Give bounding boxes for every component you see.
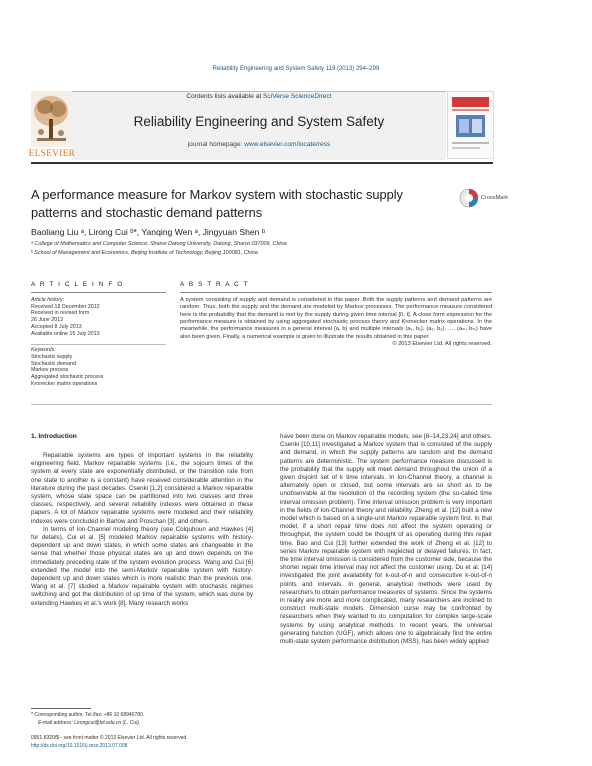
abstract-body (180, 297, 492, 348)
intro-paragraph: In terms of Ion-Channel modeling theory (see Colquhoun and Hawkes [4] for details), Cui et al. [5] modeled Markov repairable systems with history-dependent up and down states, in which some states are changeable in the sense that whether those physical states are up and down depends on the immediately preceding state of the system evolution process. Wang and Cui [6] extended the model into the semi-Markov repairable system with history-dependent up and down states which is more realistic than the previous one. Wang et al. [7] studied a Markov repairable system with stochastic regimes switching and got the distribution of up time of the system, which was done by extending Hawkes et al.'s work [8]. Many research works (31, 525, 253, 607)
info-divider (31, 292, 166, 293)
intro-paragraph: have been done on Markov repairable models, see [8–14,23,24] and others. Csenki [10,11] investigated a Markov system that is consisted of the supply and demand, in which the supply patterns are random and the demand patterns are deterministic. The system performance measure discussed is the probability that the supply will meet demand throughout the union of a given disjoint set of k time intervals. In Ion-Channel theory, a channel is alternately open or closed, but some intervals are so short as to be unobservable at the resolution of the recording system (the so-called time interval omission problem). Time interval omission problem is very important in the fields of Ion-Channel theory and reliability. Zheng et al. [12] built a new model which is based on a single-unit Markov repairable system first. In that model, if a short repair time does not affect the system operating or throughput, the system could be thought of as operating during this repair time. Bao and Cui [13] further extended the work of Zheng et al. [12] to series Markov repairable system with neglected or delayed failures. In fact, the time interval omission is considered from the customer side, because the shorter repair time interval may not affect the customer using. Du et al. [14] investigated the joint availability for k-out-of-n and consecutive k-out-of-n points and intervals. In general, analytical methods were used by researchers to obtain performance measures of systems. Since the systems in reality are more and more complicated, many researchers are inclined to construct multi-state models. Dimension curse may be confronted by researchers when they wanted to do computation for complex large-scale systems by using analytical methods. In recent years, the universal generating function (UGF), which allows one to algebraically find the entire multi-state system performance distribution (MSS), has been widely applied (280, 433, 492, 646)
keyword-item: Stochastic demand (31, 360, 77, 367)
keyword-item: Kronecker matrix operations (31, 380, 98, 387)
issn-line: 0951-8320/$ - see front matter © 2013 Elsevier Ltd. All rights reserved. (31, 735, 188, 741)
sciencedirect-link[interactable]: SciVerse ScienceDirect (263, 93, 332, 100)
affiliation-a: ᵃ College of Mathematics and Computer Science, Shanxi Datong University, Datong, Shanxi 037009, China (31, 241, 287, 247)
history-item: Available online 15 July 2013 (31, 330, 100, 337)
publisher-name: ELSEVIER (28, 148, 76, 158)
doi-link[interactable]: http://dx.doi.org/10.1016/j.ress.2013.07.008 (31, 743, 128, 749)
contents-available (72, 93, 446, 100)
history-item: Received in revised form (31, 310, 90, 317)
history-item: Received 18 December 2012 (31, 303, 100, 310)
author-list: Baoliang Liu ᵃ, Lirong Cui ᵇ*, Yanqing Wen ᵃ, Jingyuan Shen ᵇ (31, 227, 266, 237)
history-item: Accepted 8 July 2013 (31, 323, 82, 330)
front-matter-divider (31, 404, 492, 405)
homepage-prefix: journal homepage: (187, 141, 245, 148)
crossmark-icon[interactable] (459, 188, 479, 208)
history-item: 26 June 2013 (31, 317, 64, 324)
abstract-heading: A B S T R A C T (180, 281, 250, 288)
intro-right-column (280, 433, 492, 646)
keyword-item: Markov process (31, 367, 69, 374)
journal-citation[interactable]: Reliability Engineering and System Safety 119 (2013) 294–299 (212, 66, 380, 72)
abstract-copyright: © 2013 Elsevier Ltd. All rights reserved. (392, 341, 492, 348)
footnote-rule (31, 708, 91, 709)
keyword-item: Aggregated stochastic process (31, 374, 104, 381)
info-separator (31, 337, 166, 345)
article-info (31, 297, 166, 387)
header-divider (31, 162, 493, 164)
title-line-2: patterns and stochastic demand patterns (31, 205, 263, 220)
article-info-heading: A R T I C L E I N F O (31, 281, 124, 288)
journal-title: Reliability Engineering and System Safety (133, 114, 385, 129)
title-line-1: A performance measure for Markov system with stochastic supply (31, 187, 403, 202)
journal-cover-thumbnail (447, 91, 494, 159)
homepage-link[interactable]: www.elsevier.com/locate/ress (244, 141, 331, 148)
keyword-item: Stochastic supply (31, 353, 73, 360)
section-heading-introduction: 1. Introduction (31, 433, 77, 440)
abstract-divider (180, 292, 492, 293)
intro-left-column (31, 452, 253, 608)
keywords-label: Keywords: (31, 347, 56, 354)
corresponding-author: * Corresponding author. Tel./fax: +86 10 68940780. (31, 712, 145, 718)
email-address[interactable]: E-mail address: Lirongcui@bit.edu.cn (L. Cui). (38, 720, 141, 726)
intro-paragraph: Repairable systems are types of important systems in the reliability engineering field. Markov repairable systems (i.e., the sojourn times of the system at every state are exponentially distributed, or the transition rate from one state to another is a constant) have received considerable attention in the literature during the past decades. Csenki [1,2] considered a Markov repairable system, whose state space can be partitioned into two classes and three classes, respectively, and several reliability indexes were obtained in these papers. A lot of Markov repairable systems were modeled and their reliability indexes were concluded in Barlow and Proschan [3], and others. (31, 452, 253, 525)
history-label: Article history: (31, 297, 65, 303)
article-title (31, 186, 431, 222)
journal-homepage (72, 141, 446, 148)
abstract-paragraph: A system consisting of supply and demand is considered in this paper. Both the supply patterns and demand patterns are random. Thus, both the supply and the demand are modeled by Markov processes. The performance measure considered here is the probability that the demand is met by the supply during given time interval [0, t]. A close form expression for the performance measure is obtained by using aggregated stochastic process theory and Kronecker matrix operations. In the meanwhile, the performance measures in a general interval (a, b) and multiple intervals (a₁, b₁), (a₂, b₂), …, (aₘ, bₘ) have also been given. Finally, a numerical example is given to illustrate the results obtained in this paper. (180, 297, 492, 340)
affiliation-b: ᵇ School of Management and Economics, Beijing Institute of Technology, Beijing 100081, China (31, 250, 258, 256)
contents-prefix: Contents lists available at (186, 93, 264, 100)
crossmark-label[interactable]: CrossMark (481, 195, 509, 201)
